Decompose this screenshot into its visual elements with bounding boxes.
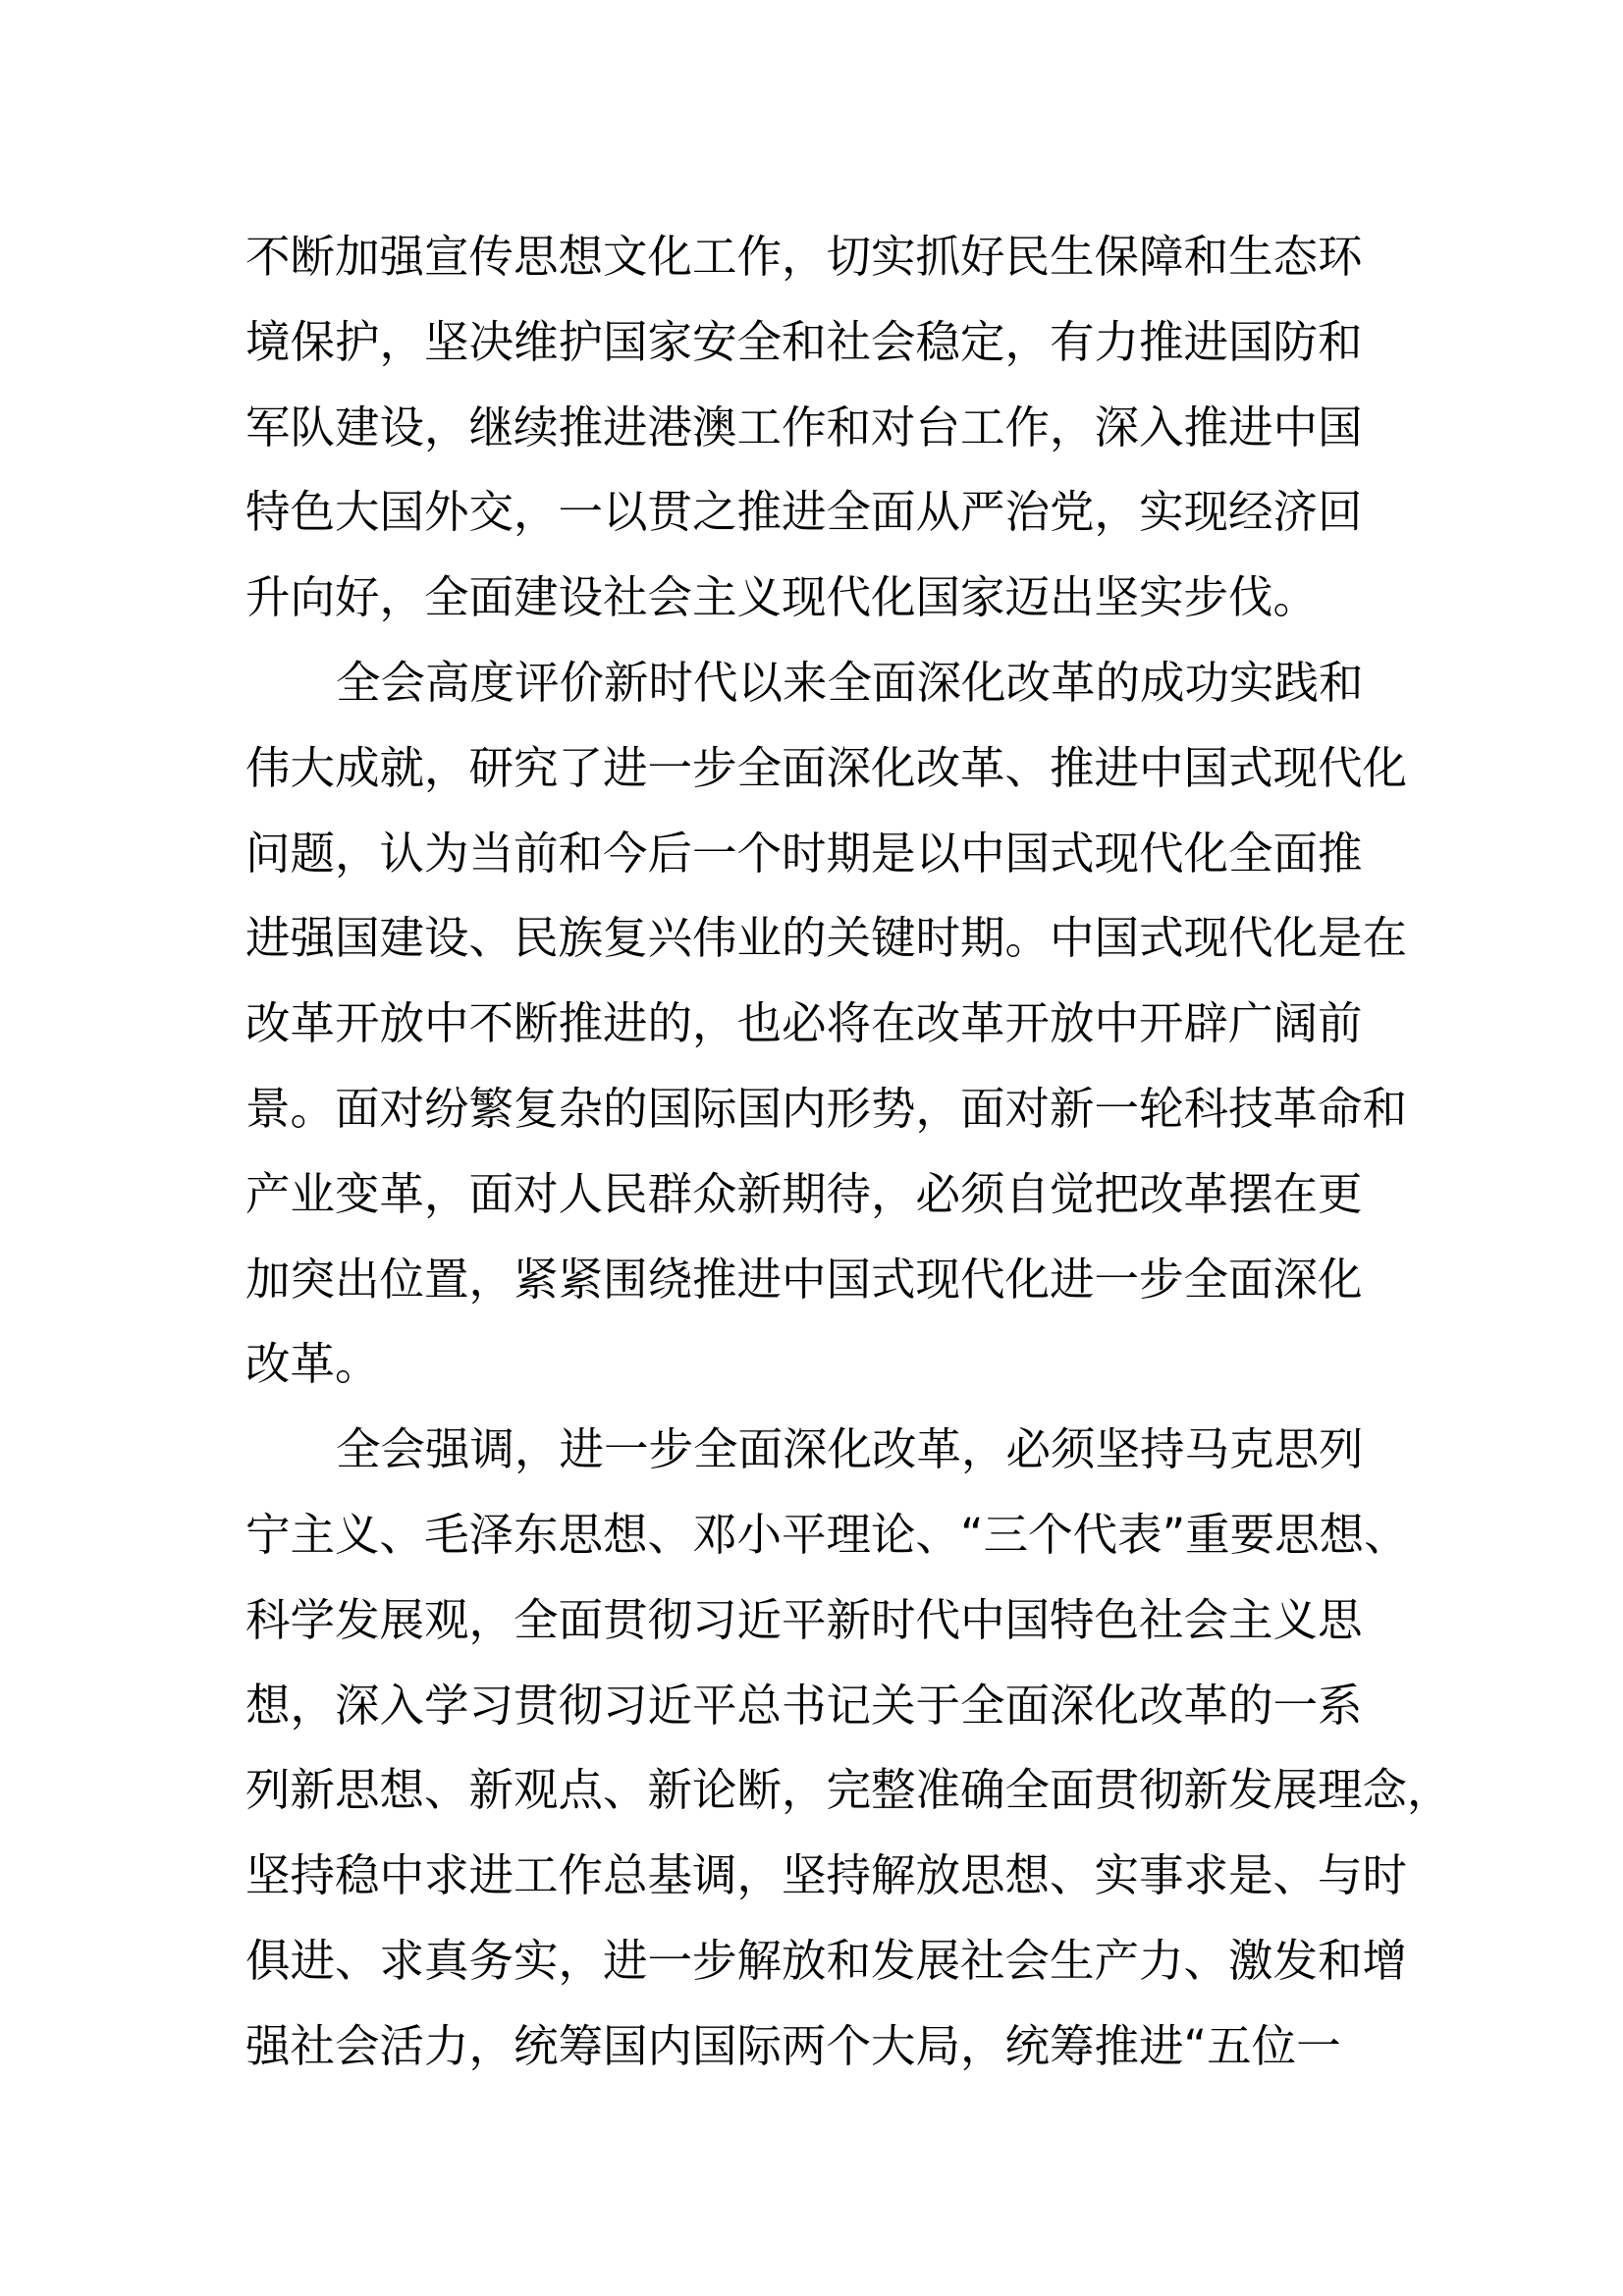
text-line: 不断加强宣传思想文化工作，切实抓好民生保障和生态环 [245, 231, 1363, 283]
text-line: 境保护，坚决维护国家安全和社会稳定，有力推进国防和 [245, 315, 1363, 368]
text-line: 俱进、求真务实，进一步解放和发展社会生产力、激发和增 [245, 1934, 1408, 1987]
paragraph [245, 215, 1384, 641]
text-line: 升向好，全面建设社会主义现代化国家迈出坚实步伐。 [245, 571, 1319, 624]
text-line: 伟大成就，研究了进一步全面深化改革、推进中国式现代化 [245, 741, 1408, 794]
text-line: 想，深入学习贯彻习近平总书记关于全面深化改革的一系 [245, 1679, 1363, 1732]
text-line: 科学发展观，全面贯彻习近平新时代中国特色社会主义思 [245, 1593, 1363, 1646]
text-line: 强社会活力，统筹国内国际两个大局，统筹推进“五位一 [245, 2019, 1341, 2072]
text-line: 问题，认为当前和今后一个时期是以中国式现代化全面推 [245, 827, 1363, 880]
text-line: 产业变革，面对人民群众新期待，必须自觉把改革摆在更 [245, 1167, 1363, 1220]
text-line: 加突出位置，紧紧围绕推进中国式现代化进一步全面深化 [245, 1253, 1363, 1306]
text-line: 宁主义、毛泽东思想、邓小平理论、“三个代表”重要思想、 [245, 1508, 1409, 1561]
text-line: 特色大国外交，一以贯之推进全面从严治党，实现经济回 [245, 486, 1363, 539]
text-line: 景。面对纷繁复杂的国际国内形势，面对新一轮科技革命和 [245, 1082, 1408, 1135]
text-line: 军队建设，继续推进港澳工作和对台工作，深入推进中国 [245, 400, 1363, 454]
text-line: 坚持稳中求进工作总基调，坚持解放思想、实事求是、与时 [245, 1849, 1408, 1902]
text-line: 进强国建设、民族复兴伟业的关键时期。中国式现代化是在 [245, 912, 1408, 965]
text-line: 改革开放中不断推进的，也必将在改革开放中开辟广阔前 [245, 997, 1363, 1050]
text-line: 列新思想、新观点、新论断，完整准确全面贯彻新发展理念， [245, 1764, 1452, 1817]
text-line-first: 全会高度评价新时代以来全面深化改革的成功实践和 [336, 656, 1364, 709]
body-text [245, 215, 1452, 2090]
paragraph [245, 641, 1408, 1408]
text-line: 改革。 [245, 1338, 380, 1391]
text-line-first: 全会强调，进一步全面深化改革，必须坚持马克思列 [336, 1423, 1364, 1476]
paragraph [245, 1408, 1452, 2089]
